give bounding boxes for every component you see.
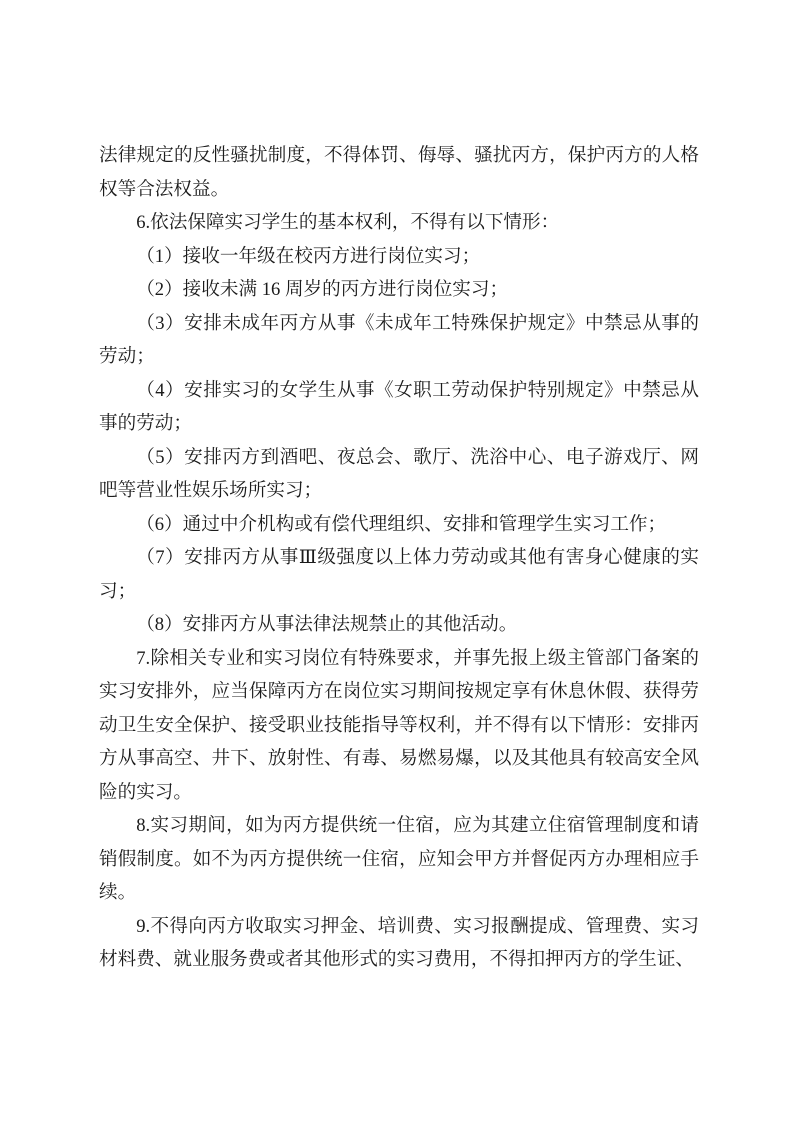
paragraph: （4）安排实习的女学生从事《女职工劳动保护特别规定》中禁忌从事的劳动； <box>99 379 699 434</box>
paragraph: （1）接收一年级在校丙方进行岗位实习； <box>136 245 481 267</box>
paragraph: （7）安排丙方从事Ⅲ级强度以上体力劳动或其他有害身心健康的实习； <box>99 547 699 602</box>
paragraph: 6.依法保障实习学生的基本权利，不得有以下情形： <box>136 212 560 233</box>
paragraph: （2）接收未满 16 周岁的丙方进行岗位实习； <box>136 279 509 300</box>
paragraph: 7.除相关专业和实习岗位有特殊要求，并事先报上级主管部门备案的实习安排外，应当保障丙方在岗位实习期间按规定享有休息休假、获得劳动卫生安全保护、接受职业技能指导等权利，并不得有以下情形：安排丙方从事高空、井下、放射性、有毒、易燃易爆，以及其他具有较高安全风险的实习。 <box>99 647 699 803</box>
paragraph: （6）通过中介机构或有偿代理组织、安排和管理学生实习工作； <box>136 513 667 535</box>
paragraph: （3）安排未成年丙方从事《未成年工特殊保护规定》中禁忌从事的劳动； <box>99 312 699 367</box>
paragraph: （5）安排丙方到酒吧、夜总会、歌厅、洗浴中心、电子游戏厅、网吧等营业性娱乐场所实习； <box>99 446 699 501</box>
paragraph: 9.不得向丙方收取实习押金、培训费、实习报酬提成、管理费、实习材料费、就业服务费或者其他形式的实习费用，不得扣押丙方的学生证、 <box>99 915 699 970</box>
paragraph: 法律规定的反性骚扰制度，不得体罚、侮辱、骚扰丙方，保护丙方的人格权等合法权益。 <box>99 145 699 200</box>
paragraph: 8.实习期间，如为丙方提供统一住宿，应为其建立住宿管理制度和请销假制度。如不为丙方提供统一住宿，应知会甲方并督促丙方办理相应手续。 <box>99 815 699 903</box>
paragraph: （8）安排丙方从事法律法规禁止的其他活动。 <box>136 614 518 635</box>
document-body <box>99 139 699 977</box>
